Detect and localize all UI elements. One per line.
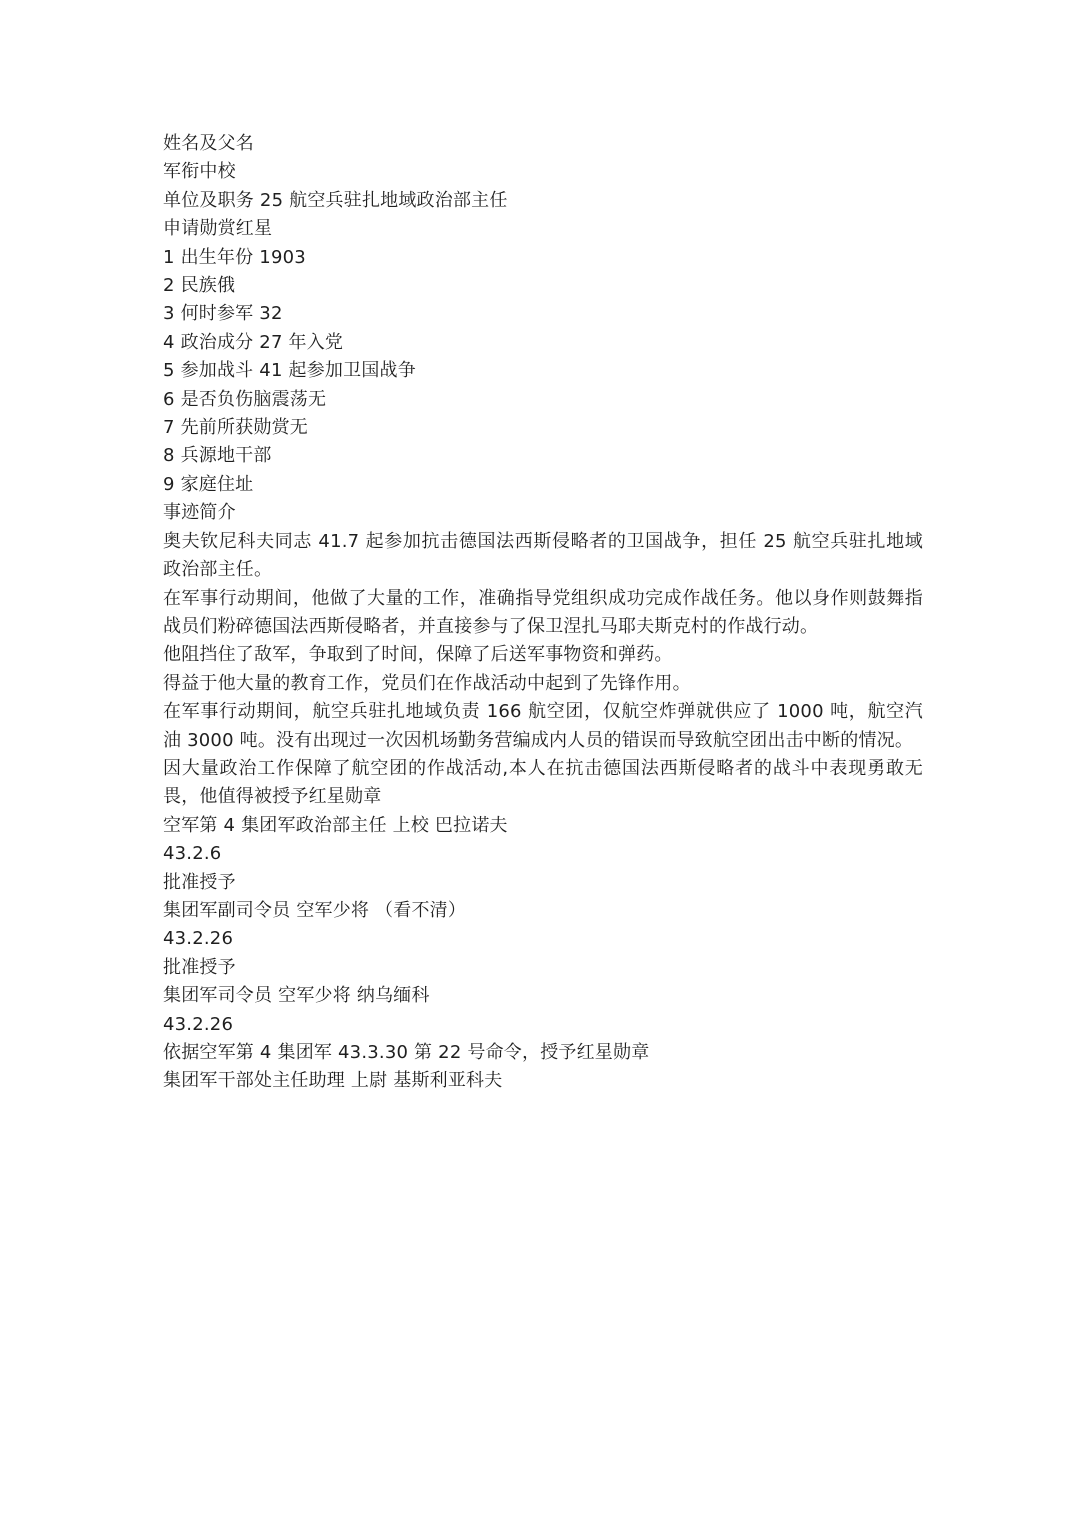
field-combat: 5 参加战斗 41 起参加卫国战争 [163,360,416,382]
field-wounds: 6 是否负伤脑震荡无 [163,388,327,410]
field-ethnicity: 2 民族俄 [163,275,236,297]
field-address: 9 家庭住址 [163,473,254,495]
field-enlistment: 3 何时参军 32 [163,303,283,325]
approval-line: 批准授予 [163,956,236,978]
award-request-line: 申请勋赏红星 [163,218,273,240]
approval-line: 批准授予 [163,871,236,893]
field-origin: 8 兵源地干部 [163,445,272,467]
signature-date: 43.2.26 [163,1013,234,1035]
signature-line: 集团军干部处主任助理 上尉 基斯利亚科夫 [163,1070,503,1092]
signature-date: 43.2.6 [163,843,222,865]
summary-paragraph: 他阻挡住了敌军，争取到了时间，保障了后送军事物资和弹药。 [163,644,673,666]
signature-line: 空军第 4 集团军政治部主任 上校 巴拉诺夫 [163,814,508,836]
rank-line: 军衔中校 [163,161,236,183]
summary-paragraph: 得益于他大量的教育工作，党员们在作战活动中起到了先锋作用。 [163,672,691,694]
field-birth-year: 1 出生年份 1903 [163,246,306,268]
signature-date: 43.2.26 [163,928,234,950]
summary-paragraph: 在军事行动期间，航空兵驻扎地域负责 166 航空团，仅航空炸弹就供应了 1000 吨，航空汽油 3000 吨。没有出现过一次因机场勤务营编成内人员的错误而导致航空团出击中断的情况。 [163,701,923,751]
name-line: 姓名及父名 [163,133,254,154]
unit-line: 单位及职务 25 航空兵驻扎地域政治部主任 [163,189,508,211]
field-party: 4 政治成分 27 年入党 [163,331,344,353]
signature-line: 集团军司令员 空军少将 纳乌缅科 [163,985,430,1007]
summary-heading: 事迹简介 [163,502,236,524]
summary-paragraph: 因大量政治工作保障了航空团的作战活动,本人在抗击德国法西斯侵略者的战斗中表现勇敢无畏，他值得被授予红星勋章 [163,757,923,808]
summary-paragraph: 奥夫钦尼科夫同志 41.7 起参加抗击德国法西斯侵略者的卫国战争，担任 25 航空兵驻扎地域政治部主任。 [163,530,923,581]
order-line: 依据空军第 4 集团军 43.3.30 第 22 号命令，授予红星勋章 [163,1042,650,1063]
summary-paragraph: 在军事行动期间，他做了大量的工作，准确指导党组织成功完成作战任务。他以身作则鼓舞指战员们粉碎德国法西斯侵略者，并直接参与了保卫涅扎马耶夫斯克村的作战行动。 [163,587,923,637]
award-document [163,130,923,1096]
field-previous-awards: 7 先前所获勋赏无 [163,417,308,439]
signature-line: 集团军副司令员 空军少将 （看不清） [163,899,467,921]
